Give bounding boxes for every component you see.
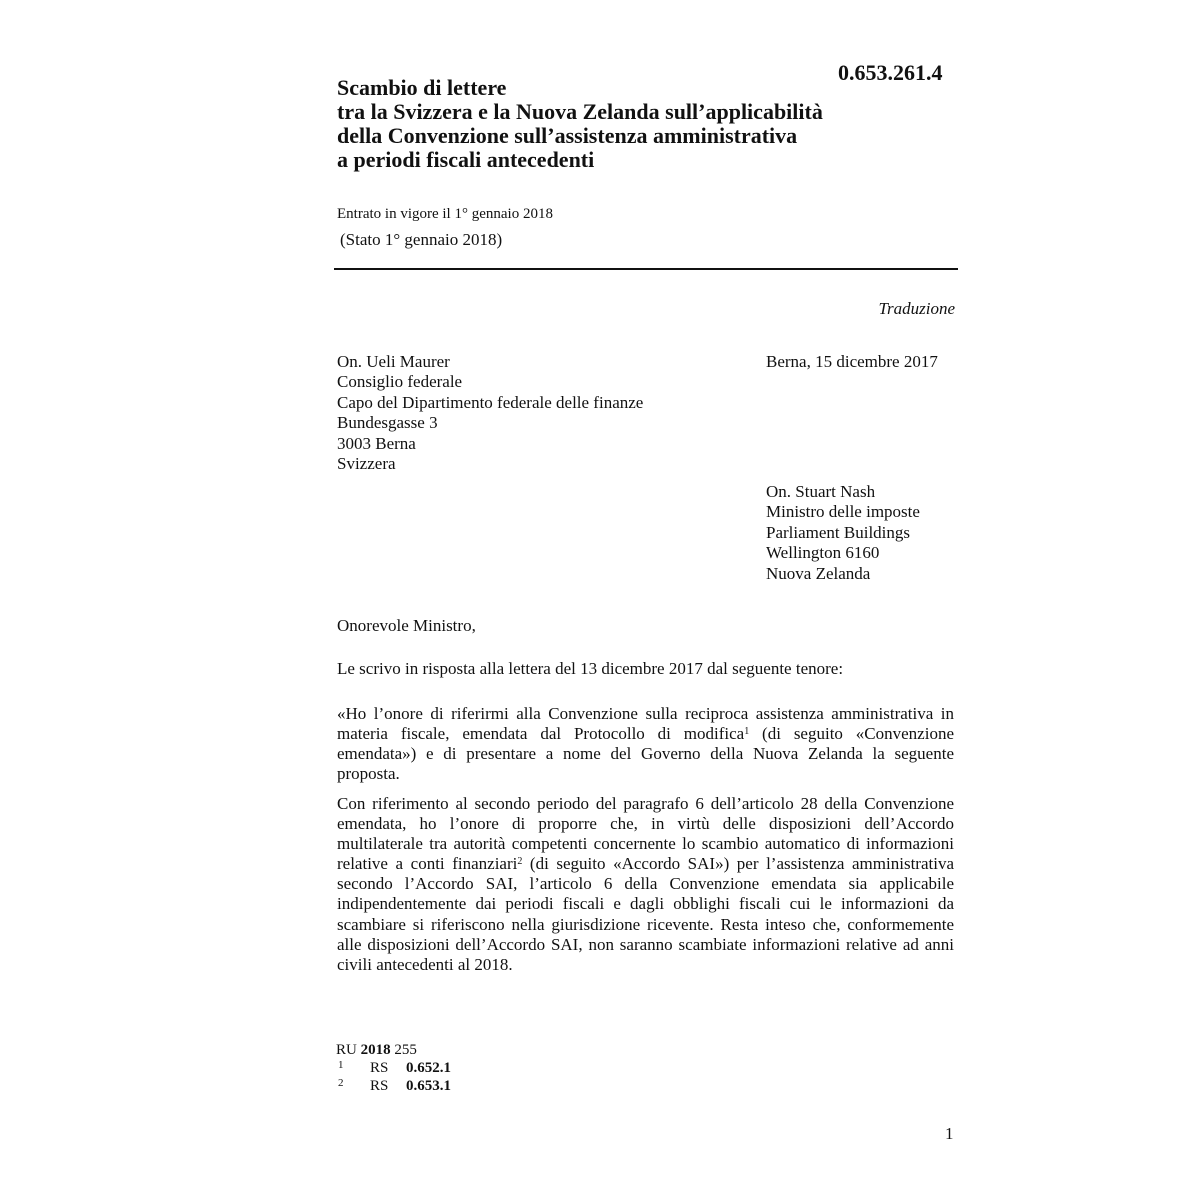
document-state: (Stato 1° gennaio 2018) <box>340 230 503 249</box>
page-number: 1 <box>945 1124 954 1143</box>
sender-line: 3003 Berna <box>337 433 416 453</box>
sender-address <box>337 352 643 474</box>
footnote-reference: 1 <box>744 726 750 738</box>
sr-number: 0.653.261.4 <box>838 60 943 85</box>
footnote-reference: 2 <box>517 856 523 868</box>
footnote-number: 2 <box>338 1077 344 1089</box>
translation-label: Traduzione <box>878 299 955 318</box>
paragraph-text: (di seguito «Accordo SAI») per l’assistenza amministrativa secondo l’Accordo SAI, l’articolo 6 della Convenzione emendata sia applicabile indipendentemente dai periodi fiscali e dagli obblighi fiscali cui le informazioni da scambiare si riferiscono nella giurisdizione ricevente. Resta inteso che, conformemente alle disposizioni dell’Accordo SAI, non saranno scambiate informazioni relative ad anni civili antecedenti al 2018. <box>337 854 954 974</box>
place-date: Berna, 15 dicembre 2017 <box>766 352 938 371</box>
ru-prefix: RU <box>336 1042 357 1058</box>
title-line: a periodi fiscali antecedenti <box>337 147 595 172</box>
footnote-prefix: RS <box>370 1078 389 1094</box>
recipient-line: On. Stuart Nash <box>766 482 876 501</box>
recipient-line: Parliament Buildings <box>766 522 911 542</box>
recipient-address <box>766 482 920 584</box>
footnote-value: 0.652.1 <box>406 1059 451 1076</box>
ru-page: 255 <box>394 1042 417 1058</box>
sender-line: Bundesgasse 3 <box>337 413 438 433</box>
header-divider <box>334 268 958 270</box>
ru-year: 2018 <box>360 1042 391 1058</box>
title-line: tra la Svizzera e la Nuova Zelanda sull’applicabilità <box>337 99 823 124</box>
footnotes <box>336 1042 451 1097</box>
title-line: Scambio di lettere <box>337 75 507 100</box>
paragraph-text: (di seguito «Convenzione emendata») e di presentare a nome del Governo della Nuova Zelanda la seguente proposta. <box>337 724 954 784</box>
entry-into-force: Entrato in vigore il 1° gennaio 2018 <box>337 206 553 222</box>
intro-sentence: Le scrivo in risposta alla lettera del 13 dicembre 2017 dal seguente tenore: <box>337 659 844 678</box>
footnote-value: 0.653.1 <box>406 1078 451 1094</box>
paragraph-text: Con riferimento al secondo periodo del paragrafo 6 dell’articolo 28 della Convenzione emendata, ho l’onore di proporre che, in virtù delle disposizioni dell’Accordo multilaterale tra autorità competenti concernente lo scambio automatico di informazioni relative a conti finanziari <box>337 794 954 874</box>
footnote-number: 1 <box>338 1058 344 1071</box>
recipient-line: Nuova Zelanda <box>766 563 871 583</box>
document-title <box>337 76 937 172</box>
salutation: Onorevole Ministro, <box>337 616 476 635</box>
recipient-line: Ministro delle imposte <box>766 502 920 522</box>
sender-line: On. Ueli Maurer <box>337 352 450 371</box>
title-line: della Convenzione sull’assistenza amministrativa <box>337 123 798 148</box>
recipient-line: Wellington 6160 <box>766 543 880 563</box>
footnote-prefix: RS <box>370 1059 389 1076</box>
paragraph-quoted-proposal <box>337 704 954 784</box>
sender-line: Capo del Dipartimento federale delle finanze <box>337 392 644 412</box>
paragraph-article-reference <box>337 794 954 975</box>
footnote-item <box>336 1078 451 1097</box>
sender-line: Svizzera <box>337 454 396 474</box>
paragraph-text: «Ho l’onore di riferirmi alla Convenzione sulla reciproca assistenza amministrativa in materia fiscale, emendata dal Protocollo di modifica <box>337 704 954 744</box>
sender-line: Consiglio federale <box>337 372 463 392</box>
